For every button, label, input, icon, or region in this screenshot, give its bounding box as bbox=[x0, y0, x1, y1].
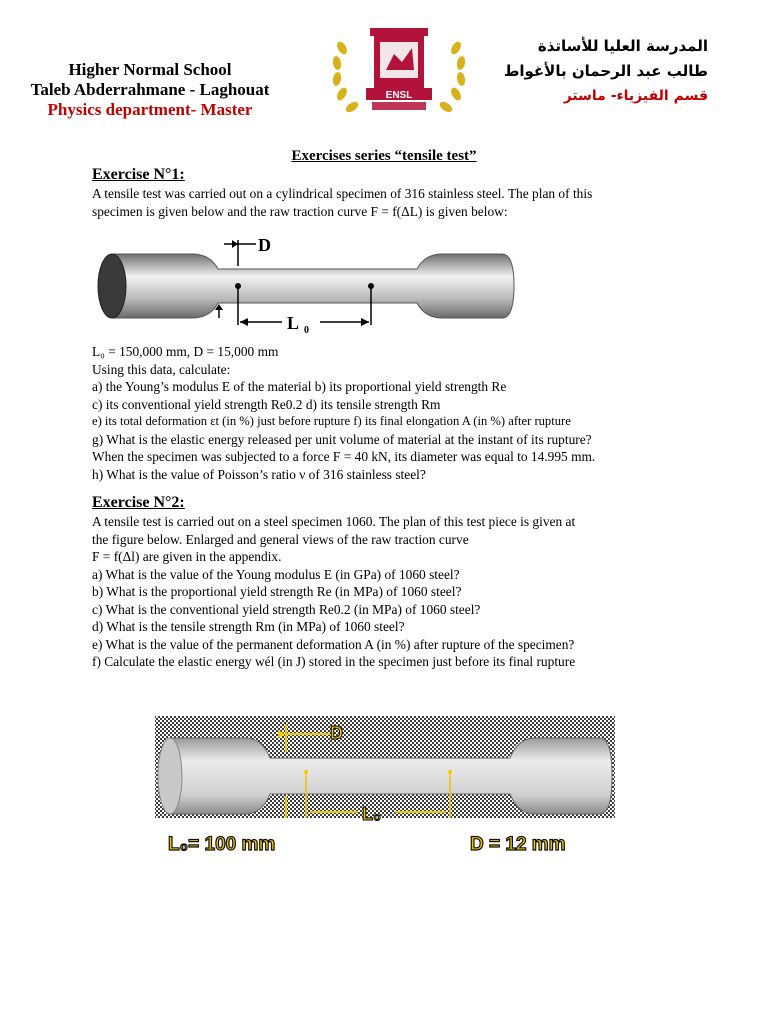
exercise-1-intro-line-1: A tensile test was carried out on a cylindrical specimen of 316 stainless steel. The plan of this bbox=[92, 186, 593, 201]
exercise-1-using: Using this data, calculate: bbox=[92, 361, 231, 377]
exercise-2-heading: Exercise N°2: bbox=[92, 494, 185, 511]
specimen-figure-1 bbox=[92, 232, 522, 342]
department-name: Physics department- Master bbox=[47, 100, 253, 119]
gauge-length-caption: L₀= 100 mm bbox=[168, 834, 276, 855]
exercise-1-question-h: h) What is the value of Poisson’s ratio ν of 316 stainless steel? bbox=[92, 466, 426, 482]
diameter-label-2: D bbox=[330, 723, 343, 743]
school-name: Higher Normal School bbox=[68, 60, 232, 79]
exercise-2-intro-line-3: F = f(Δl) are given in the appendix. bbox=[92, 549, 282, 564]
exercise-2-intro-line-2: the figure below. Enlarged and general views of the raw traction curve bbox=[92, 531, 469, 547]
school-name-arabic: المدرسة العليا للأساتذة bbox=[537, 37, 708, 55]
specimen-figure-2 bbox=[150, 712, 620, 862]
exercise-2-text bbox=[92, 513, 692, 671]
gauge-length-label: L bbox=[287, 313, 300, 333]
diameter-caption: D = 12 mm bbox=[470, 834, 566, 855]
exercise-1-question-g: g) What is the elastic energy released per unit volume of material at the instant of its rupture? bbox=[92, 431, 592, 447]
page-title: Exercises series “tensile test” bbox=[291, 148, 477, 164]
exercise-1-intro bbox=[92, 185, 692, 220]
school-location-arabic: طالب عبد الرحمان بالأغواط bbox=[503, 62, 708, 80]
exercise-2-question-f: f) Calculate the elastic energy wél (in J) stored in the specimen just before its final rupture bbox=[92, 654, 576, 669]
exercise-2-question-d: d) What is the tensile strength Rm (in MPa) of 1060 steel? bbox=[92, 619, 405, 634]
department-name-arabic: قسم الفيزياء- ماستر bbox=[563, 88, 708, 104]
exercise-1-data: L₀ = 150,000 mm, D = 15,000 mm bbox=[92, 344, 279, 359]
exercise-2-intro-line-1: A tensile test is carried out on a steel specimen 1060. The plan of this test piece is given at bbox=[92, 514, 576, 529]
header-left bbox=[0, 60, 300, 120]
exercise-1-question-e: e) its total deformation εt (in %) just before rupture f) its final elongation A (in %) after rupture bbox=[92, 414, 571, 428]
exercise-1-intro-line-2: specimen is given below and the raw traction curve F = f(ΔL) is given below: bbox=[92, 203, 508, 219]
diameter-label: D bbox=[258, 235, 271, 255]
exercise-2-question-c: c) What is the conventional yield strength Re0.2 (in MPa) of 1060 steel? bbox=[92, 601, 481, 617]
exercise-1-heading: Exercise N°1: bbox=[92, 166, 185, 183]
logo-text: ENSL bbox=[385, 90, 413, 101]
school-location: Taleb Abderrahmane - Laghouat bbox=[30, 80, 270, 99]
exercise-1-question-a: a) the Young’s modulus E of the material b) its proportional yield strength Re bbox=[92, 379, 507, 394]
laurel-left-icon bbox=[332, 40, 360, 114]
exercise-1-questions bbox=[92, 343, 692, 483]
laurel-right-icon bbox=[438, 40, 466, 114]
exercise-1-force-note: When the specimen was subjected to a force F = 40 kN, its diameter was equal to 14.995 mm. bbox=[92, 449, 596, 464]
exercise-2-question-a: a) What is the value of the Young modulus E (in GPa) of 1060 steel? bbox=[92, 566, 460, 582]
gauge-length-subscript: 0 bbox=[304, 325, 309, 336]
gauge-length-label-2: L₀ bbox=[362, 804, 382, 824]
exercise-1-question-c: c) its conventional yield strength Re0.2 d) its tensile strength Rm bbox=[92, 396, 441, 412]
ensl-logo bbox=[328, 18, 470, 126]
exercise-2-question-e: e) What is the value of the permanent deformation A (in %) after rupture of the specimen? bbox=[92, 636, 575, 652]
exercise-2-question-b: b) What is the proportional yield strength Re (in MPa) of 1060 steel? bbox=[92, 584, 462, 599]
header-right bbox=[488, 34, 708, 109]
